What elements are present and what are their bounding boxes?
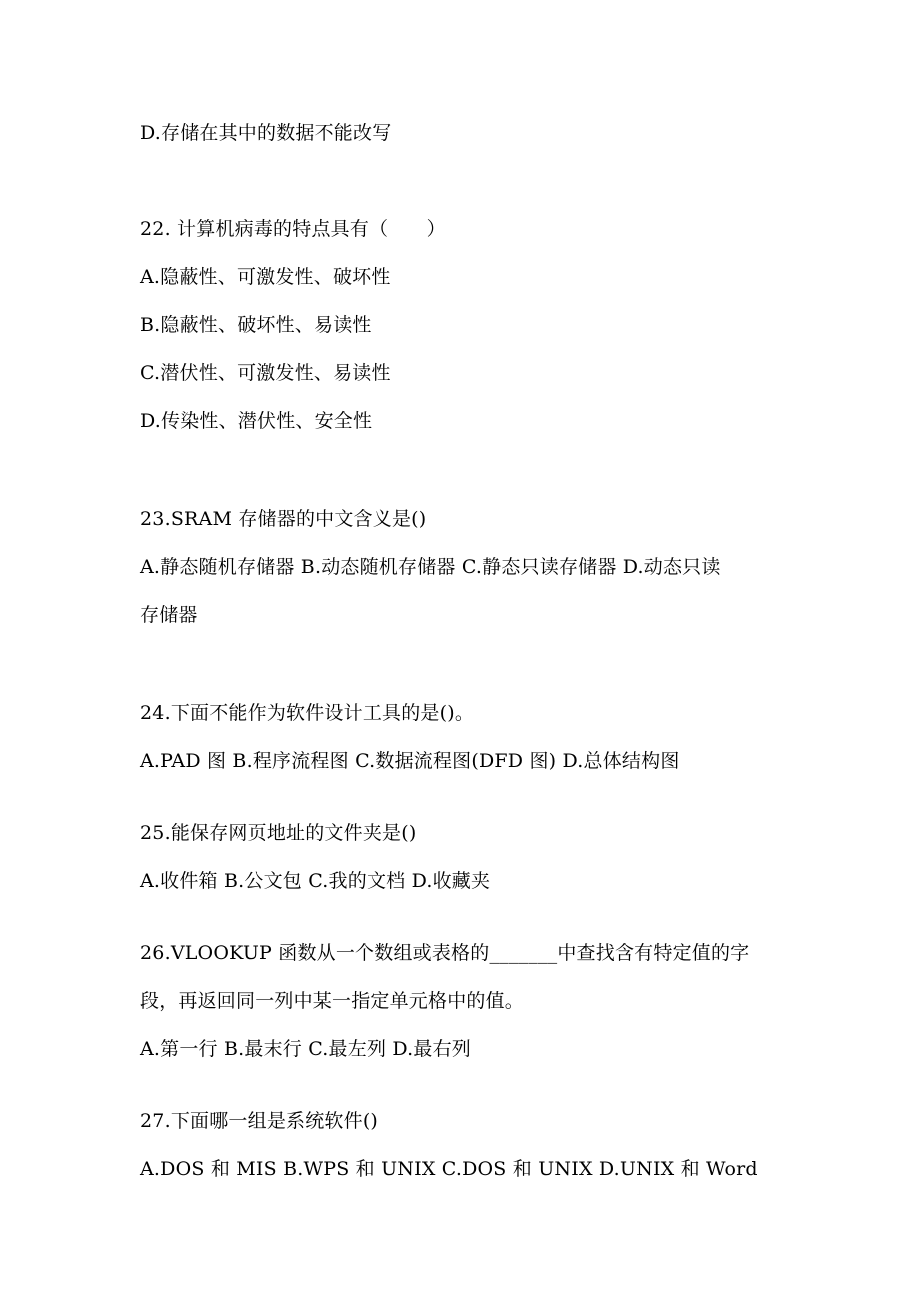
q26-question-continued: 段，再返回同一列中某一指定单元格中的值。 xyxy=(140,990,525,1012)
q25-question: 25.能保存网页地址的文件夹是() xyxy=(140,822,417,844)
q27-question: 27.下面哪一组是系统软件() xyxy=(140,1110,379,1132)
q22-option-b: B.隐蔽性、破坏性、易读性 xyxy=(140,314,372,336)
q27-options: A.DOS 和 MIS B.WPS 和 UNIX C.DOS 和 UNIX D.UNIX 和 Word xyxy=(140,1158,758,1180)
q22-option-d: D.传染性、潜伏性、安全性 xyxy=(140,410,373,432)
q23-question: 23.SRAM 存储器的中文含义是() xyxy=(140,508,427,530)
q26-options: A.第一行 B.最末行 C.最左列 D.最右列 xyxy=(140,1038,471,1060)
q22-option-c: C.潜伏性、可激发性、易读性 xyxy=(140,362,391,384)
q22-option-a: A.隐蔽性、可激发性、破坏性 xyxy=(140,266,391,288)
q23-options-continued: 存储器 xyxy=(140,604,198,626)
q22-question: 22. 计算机病毒的特点具有（ ） xyxy=(140,218,446,240)
q24-options: A.PAD 图 B.程序流程图 C.数据流程图(DFD 图) D.总体结构图 xyxy=(140,750,680,772)
q25-options: A.收件箱 B.公文包 C.我的文档 D.收藏夹 xyxy=(140,870,491,892)
q23-options: A.静态随机存储器 B.动态随机存储器 C.静态只读存储器 D.动态只读 xyxy=(140,556,721,578)
q26-question: 26.VLOOKUP 函数从一个数组或表格的_______中查找含有特定值的字 xyxy=(140,942,750,964)
q21-option-d: D.存储在其中的数据不能改写 xyxy=(140,122,392,144)
q24-question: 24.下面不能作为软件设计工具的是()。 xyxy=(140,702,475,724)
